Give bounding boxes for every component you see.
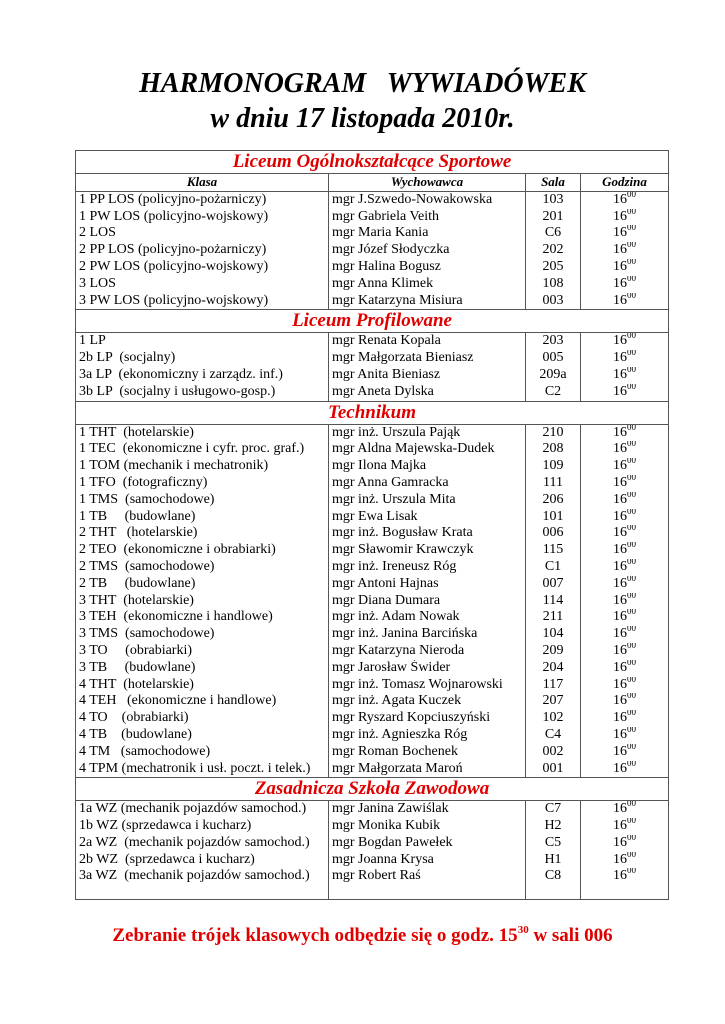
teacher-cell: mgr Renata Kopala [329, 333, 526, 350]
time-hour: 16 [613, 424, 628, 440]
column-header: Sala [526, 174, 581, 192]
room-cell: C7 [526, 801, 581, 818]
time-hour: 16 [613, 726, 628, 742]
room-cell: 205 [526, 259, 581, 276]
time-minutes: 00 [627, 760, 637, 768]
teacher-cell: mgr Janina Zawiślak [329, 801, 526, 818]
time-minutes: 00 [627, 258, 637, 266]
time-minutes: 00 [627, 710, 637, 718]
teacher-cell: mgr Maria Kania [329, 225, 526, 242]
time-cell [581, 677, 669, 694]
class-cell: 1 TFO (fotograficzny) [76, 475, 329, 492]
teacher-cell: mgr Antoni Hajnas [329, 576, 526, 593]
time-hour: 16 [613, 292, 628, 308]
room-cell: 006 [526, 525, 581, 542]
teacher-cell: mgr inż. Janina Barcińska [329, 626, 526, 643]
footer-time-minutes: 30 [517, 924, 529, 936]
table-row [76, 710, 669, 727]
class-cell: 2 THT (hotelarskie) [76, 525, 329, 542]
teacher-cell: mgr Anna Gamracka [329, 475, 526, 492]
time-minutes: 00 [627, 292, 637, 300]
schedule-table [75, 150, 669, 900]
class-cell: 3 LOS [76, 276, 329, 293]
class-cell: 3 TMS (samochodowe) [76, 626, 329, 643]
class-cell: 2 TB (budowlane) [76, 576, 329, 593]
teacher-cell: mgr Bogdan Pawełek [329, 835, 526, 852]
table-row [76, 593, 669, 610]
time-cell [581, 225, 669, 242]
time-minutes: 00 [627, 525, 637, 533]
teacher-cell: mgr Joanna Krysa [329, 852, 526, 869]
room-cell: C1 [526, 559, 581, 576]
footer-text: Zebranie trójek klasowych odbędzie się o godz. 15 [112, 925, 518, 946]
teacher-cell: mgr Ewa Lisak [329, 509, 526, 526]
class-cell: 1 TEC (ekonomiczne i cyfr. proc. graf.) [76, 441, 329, 458]
time-minutes: 00 [627, 208, 637, 216]
teacher-cell: mgr Sławomir Krawczyk [329, 542, 526, 559]
room-cell: 109 [526, 458, 581, 475]
class-cell: 2 TEO (ekonomiczne i obrabiarki) [76, 542, 329, 559]
teacher-cell: mgr Gabriela Veith [329, 209, 526, 226]
table-row [76, 458, 669, 475]
column-header: Godzina [581, 174, 669, 192]
class-cell: 1a WZ (mechanik pojazdów samochod.) [76, 801, 329, 818]
teacher-cell: mgr Aneta Dylska [329, 384, 526, 401]
time-minutes: 00 [627, 592, 637, 600]
teacher-cell: mgr inż. Urszula Mita [329, 492, 526, 509]
time-hour: 16 [613, 710, 628, 726]
class-cell: 3 TB (budowlane) [76, 660, 329, 677]
room-cell: 005 [526, 350, 581, 367]
time-hour: 16 [613, 659, 628, 675]
class-cell: 2 PW LOS (policyjno-wojskowy) [76, 259, 329, 276]
section-title: Liceum Ogólnokształcące Sportowe [76, 151, 669, 174]
table-row [76, 333, 669, 350]
time-cell [581, 660, 669, 677]
table-row [76, 626, 669, 643]
time-cell [581, 441, 669, 458]
table-row [76, 242, 669, 259]
table-bottom-spacer [76, 885, 669, 900]
time-hour: 16 [613, 275, 628, 291]
teacher-cell: mgr inż. Ireneusz Róg [329, 559, 526, 576]
time-hour: 16 [613, 366, 628, 382]
time-minutes: 00 [627, 508, 637, 516]
time-hour: 16 [613, 258, 628, 274]
time-hour: 16 [613, 558, 628, 574]
room-cell: 207 [526, 693, 581, 710]
room-cell: C4 [526, 727, 581, 744]
table-row [76, 191, 669, 208]
time-minutes: 00 [627, 558, 637, 566]
teacher-cell: mgr inż. Agata Kuczek [329, 693, 526, 710]
time-hour: 16 [613, 801, 628, 817]
teacher-cell: mgr Halina Bogusz [329, 259, 526, 276]
room-cell: 208 [526, 441, 581, 458]
room-cell: 204 [526, 660, 581, 677]
time-hour: 16 [613, 851, 628, 867]
class-cell: 2b WZ (sprzedawca i kucharz) [76, 852, 329, 869]
time-minutes: 00 [627, 491, 637, 499]
table-row [76, 441, 669, 458]
table-row [76, 677, 669, 694]
time-minutes: 00 [627, 676, 637, 684]
room-cell: H1 [526, 852, 581, 869]
teacher-cell: mgr Monika Kubik [329, 818, 526, 835]
teacher-cell: mgr Diana Dumara [329, 593, 526, 610]
time-minutes: 00 [627, 424, 637, 432]
time-minutes: 00 [627, 626, 637, 634]
time-minutes: 00 [627, 332, 637, 341]
class-cell: 4 TPM (mechatronik i usł. poczt. i telek.) [76, 761, 329, 778]
time-minutes: 00 [627, 275, 637, 283]
table-row [76, 367, 669, 384]
room-cell: 102 [526, 710, 581, 727]
time-cell [581, 744, 669, 761]
time-minutes: 00 [627, 575, 637, 583]
room-cell: 101 [526, 509, 581, 526]
table-row [76, 727, 669, 744]
room-cell: 203 [526, 333, 581, 350]
time-minutes: 00 [627, 366, 637, 374]
time-hour: 16 [613, 491, 628, 507]
class-cell: 4 THT (hotelarskie) [76, 677, 329, 694]
time-cell [581, 293, 669, 310]
section-header [76, 778, 669, 801]
time-hour: 16 [613, 474, 628, 490]
room-cell: 210 [526, 424, 581, 441]
time-cell [581, 276, 669, 293]
table-row [76, 576, 669, 593]
time-minutes: 00 [627, 851, 637, 859]
time-hour: 16 [613, 333, 628, 349]
time-cell [581, 852, 669, 869]
document-subtitle-date: w dniu 17 listopada 2010r. [210, 103, 515, 134]
time-minutes: 00 [627, 726, 637, 734]
empty-cell [526, 885, 581, 900]
class-cell: 2b LP (socjalny) [76, 350, 329, 367]
teacher-cell: mgr inż. Urszula Pająk [329, 424, 526, 441]
table-row [76, 350, 669, 367]
table-row [76, 259, 669, 276]
time-cell [581, 542, 669, 559]
time-cell [581, 458, 669, 475]
section-header [76, 310, 669, 333]
table-row [76, 744, 669, 761]
room-cell: 209a [526, 367, 581, 384]
time-cell [581, 801, 669, 818]
time-minutes: 00 [627, 743, 637, 751]
teacher-cell: mgr Anna Klimek [329, 276, 526, 293]
table-row [76, 225, 669, 242]
time-minutes: 00 [627, 642, 637, 650]
time-hour: 16 [613, 868, 628, 884]
empty-cell [329, 885, 526, 900]
time-minutes: 00 [627, 818, 637, 826]
teacher-cell: mgr Katarzyna Misiura [329, 293, 526, 310]
table-row [76, 852, 669, 869]
time-cell [581, 242, 669, 259]
time-cell [581, 761, 669, 778]
teacher-cell: mgr Katarzyna Nieroda [329, 643, 526, 660]
teacher-cell: mgr Małgorzata Bieniasz [329, 350, 526, 367]
class-cell: 1 TMS (samochodowe) [76, 492, 329, 509]
column-header-row [76, 174, 669, 192]
room-cell: 007 [526, 576, 581, 593]
document-title: HARMONOGRAM WYWIADÓWEK [139, 68, 586, 99]
time-cell [581, 593, 669, 610]
time-hour: 16 [613, 693, 628, 709]
time-hour: 16 [613, 592, 628, 608]
time-hour: 16 [613, 818, 628, 834]
class-cell: 4 TEH (ekonomiczne i handlowe) [76, 693, 329, 710]
teacher-cell: mgr inż. Adam Nowak [329, 609, 526, 626]
time-hour: 16 [613, 575, 628, 591]
time-hour: 16 [613, 208, 628, 224]
room-cell: 108 [526, 276, 581, 293]
room-cell: C2 [526, 384, 581, 401]
class-cell: 3a WZ (mechanik pojazdów samochod.) [76, 868, 329, 885]
table-row [76, 660, 669, 677]
table-row [76, 693, 669, 710]
room-cell: 201 [526, 209, 581, 226]
teacher-cell: mgr Anita Bieniasz [329, 367, 526, 384]
time-minutes: 00 [627, 834, 637, 842]
time-hour: 16 [613, 225, 628, 241]
time-cell [581, 710, 669, 727]
time-minutes: 00 [627, 350, 637, 358]
class-cell: 1 TB (budowlane) [76, 509, 329, 526]
time-minutes: 00 [627, 383, 637, 391]
table-row [76, 276, 669, 293]
class-cell: 3b LP (socjalny i usługowo-gosp.) [76, 384, 329, 401]
time-hour: 16 [613, 642, 628, 658]
class-cell: 2 PP LOS (policyjno-pożarniczy) [76, 242, 329, 259]
teacher-cell: mgr J.Szwedo-Nowakowska [329, 191, 526, 208]
time-hour: 16 [613, 508, 628, 524]
table-row [76, 492, 669, 509]
table-row [76, 818, 669, 835]
time-hour: 16 [613, 441, 628, 457]
class-cell: 1 TOM (mechanik i mechatronik) [76, 458, 329, 475]
time-cell [581, 259, 669, 276]
time-minutes: 00 [627, 868, 637, 876]
room-cell: 117 [526, 677, 581, 694]
class-cell: 4 TM (samochodowe) [76, 744, 329, 761]
table-row [76, 209, 669, 226]
time-hour: 16 [613, 743, 628, 759]
class-cell: 4 TB (budowlane) [76, 727, 329, 744]
teacher-cell: mgr inż. Bogusław Krata [329, 525, 526, 542]
section-header [76, 401, 669, 424]
class-cell: 1 LP [76, 333, 329, 350]
empty-cell [76, 885, 329, 900]
time-hour: 16 [613, 383, 628, 399]
time-hour: 16 [613, 760, 628, 776]
time-hour: 16 [613, 542, 628, 558]
section-title: Technikum [76, 401, 669, 424]
time-cell [581, 333, 669, 350]
room-cell: 209 [526, 643, 581, 660]
time-hour: 16 [613, 191, 628, 207]
time-cell [581, 835, 669, 852]
time-hour: 16 [613, 458, 628, 474]
teacher-cell: mgr Ryszard Kopciuszyński [329, 710, 526, 727]
room-cell: 103 [526, 191, 581, 208]
time-minutes: 00 [627, 659, 637, 667]
time-hour: 16 [613, 242, 628, 258]
class-cell: 3 PW LOS (policyjno-wojskowy) [76, 293, 329, 310]
table-row [76, 801, 669, 818]
teacher-cell: mgr Małgorzata Maroń [329, 761, 526, 778]
section-title: Liceum Profilowane [76, 310, 669, 333]
time-cell [581, 350, 669, 367]
room-cell: 001 [526, 761, 581, 778]
time-cell [581, 209, 669, 226]
table-row [76, 293, 669, 310]
table-row [76, 868, 669, 885]
column-header: Wychowawca [329, 174, 526, 192]
class-cell: 1 PW LOS (policyjno-wojskowy) [76, 209, 329, 226]
time-hour: 16 [613, 525, 628, 541]
class-cell: 2 TMS (samochodowe) [76, 559, 329, 576]
time-hour: 16 [613, 834, 628, 850]
table-row [76, 384, 669, 401]
time-cell [581, 576, 669, 593]
teacher-cell: mgr Aldna Majewska-Dudek [329, 441, 526, 458]
room-cell: 115 [526, 542, 581, 559]
time-minutes: 00 [627, 191, 637, 199]
time-minutes: 00 [627, 225, 637, 233]
column-header: Klasa [76, 174, 329, 192]
time-minutes: 00 [627, 800, 637, 809]
table-row [76, 643, 669, 660]
class-cell: 1b WZ (sprzedawca i kucharz) [76, 818, 329, 835]
class-cell: 1 PP LOS (policyjno-pożarniczy) [76, 191, 329, 208]
time-hour: 16 [613, 350, 628, 366]
room-cell: 211 [526, 609, 581, 626]
class-cell: 2 LOS [76, 225, 329, 242]
time-cell [581, 384, 669, 401]
room-cell: 114 [526, 593, 581, 610]
room-cell: C6 [526, 225, 581, 242]
time-minutes: 00 [627, 474, 637, 482]
class-cell: 3 TEH (ekonomiczne i handlowe) [76, 609, 329, 626]
class-cell: 4 TO (obrabiarki) [76, 710, 329, 727]
table-row [76, 559, 669, 576]
teacher-cell: mgr Robert Raś [329, 868, 526, 885]
time-minutes: 00 [627, 458, 637, 466]
table-row [76, 525, 669, 542]
time-hour: 16 [613, 609, 628, 625]
teacher-cell: mgr inż. Tomasz Wojnarowski [329, 677, 526, 694]
room-cell: C8 [526, 868, 581, 885]
time-hour: 16 [613, 626, 628, 642]
footer-note [0, 925, 725, 947]
teacher-cell: mgr Jarosław Świder [329, 660, 526, 677]
teacher-cell: mgr Józef Słodyczka [329, 242, 526, 259]
empty-cell [581, 885, 669, 900]
room-cell: 202 [526, 242, 581, 259]
time-minutes: 00 [627, 441, 637, 449]
room-cell: 003 [526, 293, 581, 310]
section-title: Zasadnicza Szkoła Zawodowa [76, 778, 669, 801]
class-cell: 3 TO (obrabiarki) [76, 643, 329, 660]
class-cell: 3a LP (ekonomiczny i zarządz. inf.) [76, 367, 329, 384]
time-cell [581, 727, 669, 744]
time-cell [581, 475, 669, 492]
room-cell: H2 [526, 818, 581, 835]
time-hour: 16 [613, 676, 628, 692]
time-cell [581, 191, 669, 208]
table-row [76, 424, 669, 441]
time-minutes: 00 [627, 242, 637, 250]
time-cell [581, 492, 669, 509]
time-cell [581, 609, 669, 626]
table-row [76, 835, 669, 852]
teacher-cell: mgr inż. Agnieszka Róg [329, 727, 526, 744]
room-cell: 002 [526, 744, 581, 761]
time-cell [581, 693, 669, 710]
room-cell: C5 [526, 835, 581, 852]
time-cell [581, 509, 669, 526]
time-cell [581, 525, 669, 542]
time-cell [581, 626, 669, 643]
teacher-cell: mgr Ilona Majka [329, 458, 526, 475]
time-cell [581, 367, 669, 384]
table-row [76, 509, 669, 526]
class-cell: 1 THT (hotelarskie) [76, 424, 329, 441]
class-cell: 3 THT (hotelarskie) [76, 593, 329, 610]
table-row [76, 542, 669, 559]
time-cell [581, 559, 669, 576]
footer-room: w sali 006 [528, 925, 613, 946]
room-cell: 206 [526, 492, 581, 509]
time-minutes: 00 [627, 693, 637, 701]
table-row [76, 609, 669, 626]
class-cell: 2a WZ (mechanik pojazdów samochod.) [76, 835, 329, 852]
time-minutes: 00 [627, 609, 637, 617]
time-cell [581, 818, 669, 835]
time-minutes: 00 [627, 542, 637, 550]
section-header [76, 151, 669, 174]
time-cell [581, 424, 669, 441]
room-cell: 104 [526, 626, 581, 643]
table-row [76, 761, 669, 778]
time-cell [581, 643, 669, 660]
room-cell: 111 [526, 475, 581, 492]
table-row [76, 475, 669, 492]
time-cell [581, 868, 669, 885]
teacher-cell: mgr Roman Bochenek [329, 744, 526, 761]
